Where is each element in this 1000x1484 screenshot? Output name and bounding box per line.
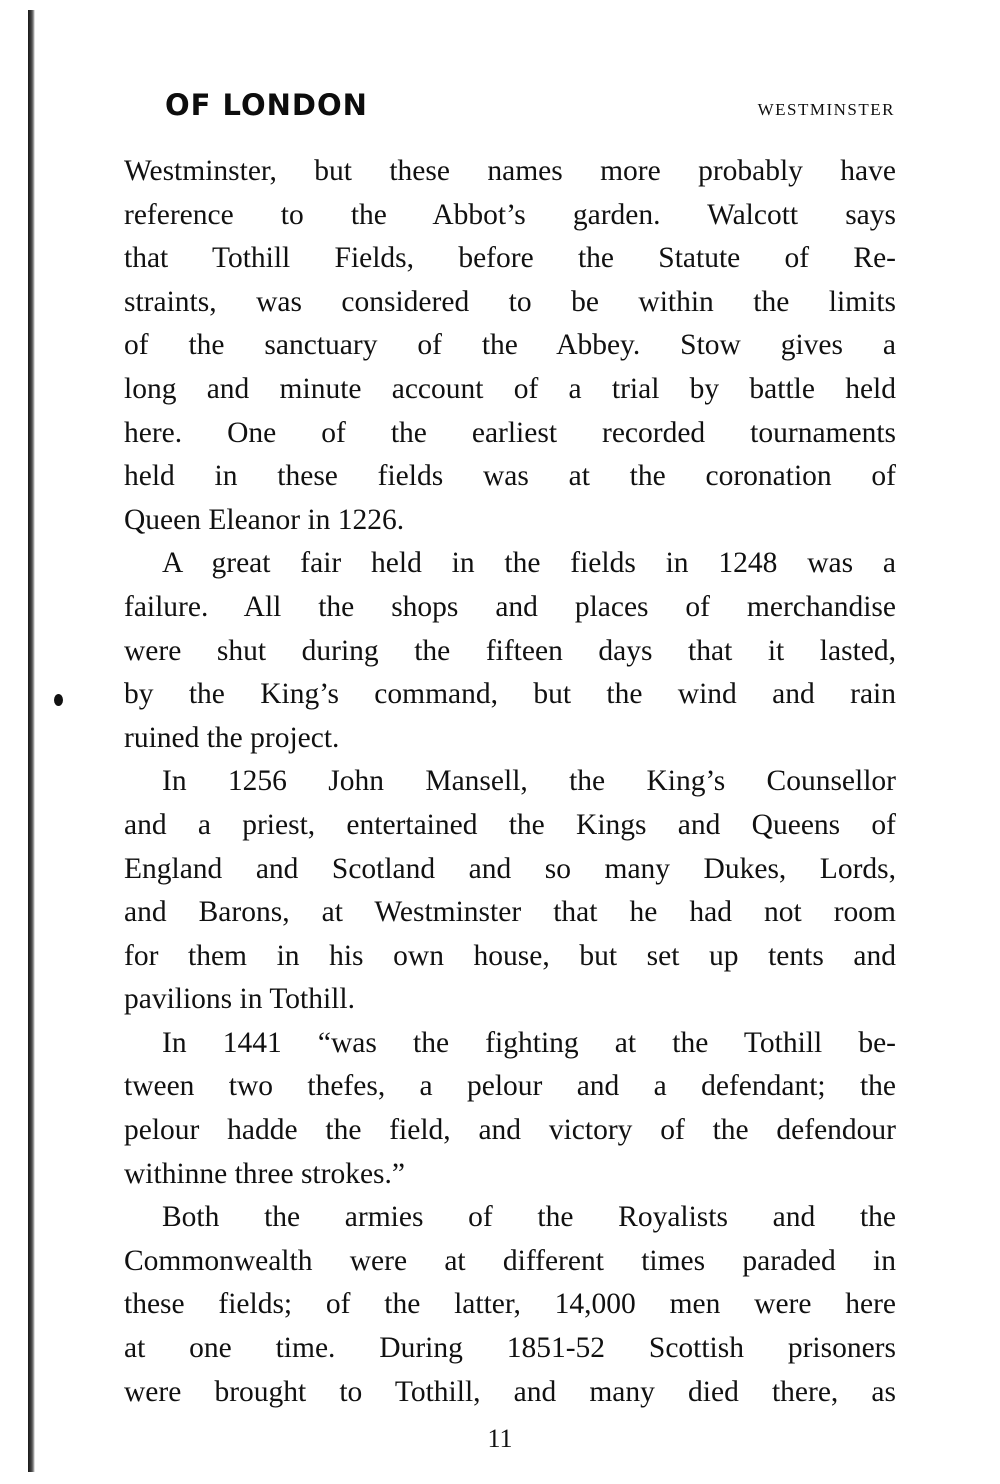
text-line: for them in his own house, but set up tents and xyxy=(124,939,896,972)
text-line: long and minute account of a trial by battle held xyxy=(124,372,896,405)
text-line: pavilions in Tothill. xyxy=(124,983,355,1016)
text-line: straints, was considered to be within the limits xyxy=(124,285,896,318)
body-text xyxy=(124,150,896,1414)
paragraph-5 xyxy=(124,1196,896,1414)
paragraph-4 xyxy=(124,1022,896,1196)
binding-edge xyxy=(28,10,35,1472)
text-line: pelour hadde the field, and victory of the defendour xyxy=(124,1114,896,1147)
binding-speck xyxy=(54,694,63,706)
text-line: and Barons, at Westminster that he had not room xyxy=(124,896,896,929)
text-line: these fields; of the latter, 14,000 men were here xyxy=(124,1288,896,1321)
paragraph-3 xyxy=(124,760,896,1022)
text-line: failure. All the shops and places of merchandise xyxy=(124,590,896,623)
text-line: A great fair held in the fields in 1248 was a xyxy=(162,547,896,580)
text-line: England and Scotland and so many Dukes, Lords, xyxy=(124,852,896,885)
text-line: tween two thefes, a pelour and a defendant; the xyxy=(124,1070,896,1103)
text-line: here. One of the earliest recorded tournaments xyxy=(124,416,896,449)
text-line: Queen Eleanor in 1226. xyxy=(124,503,405,536)
text-line: that Tothill Fields, before the Statute of Re- xyxy=(124,242,896,275)
text-line: Commonwealth were at different times paraded in xyxy=(124,1244,896,1277)
text-line: held in these fields was at the coronation of xyxy=(124,460,896,493)
text-line: at one time. During 1851-52 Scottish prisoners xyxy=(124,1332,896,1365)
text-line: In 1441 “was the fighting at the Tothill be- xyxy=(162,1026,896,1059)
paragraph-2 xyxy=(124,542,896,760)
text-line: of the sanctuary of the Abbey. Stow gives a xyxy=(124,329,896,362)
text-line: Westminster, but these names more probably have xyxy=(124,155,896,187)
text-line: ruined the project. xyxy=(124,721,340,754)
text-line: Both the armies of the Royalists and the xyxy=(162,1201,896,1234)
text-line: In 1256 John Mansell, the King’s Counsellor xyxy=(162,765,896,798)
text-line: were brought to Tothill, and many died there, as xyxy=(124,1375,896,1408)
running-head-right: WESTMINSTER xyxy=(757,100,895,119)
running-head-left: OF LONDON xyxy=(165,88,368,122)
running-head xyxy=(165,88,895,128)
page-number: 11 xyxy=(487,1424,513,1453)
text-line: were shut during the fifteen days that it lasted, xyxy=(124,634,896,667)
text-line: and a priest, entertained the Kings and Queens of xyxy=(124,808,896,841)
text-line: by the King’s command, but the wind and rain xyxy=(124,678,896,711)
text-line: withinne three strokes.” xyxy=(124,1157,405,1190)
paragraph-1 xyxy=(124,150,896,542)
text-line: reference to the Abbot’s garden. Walcott says xyxy=(124,198,896,231)
